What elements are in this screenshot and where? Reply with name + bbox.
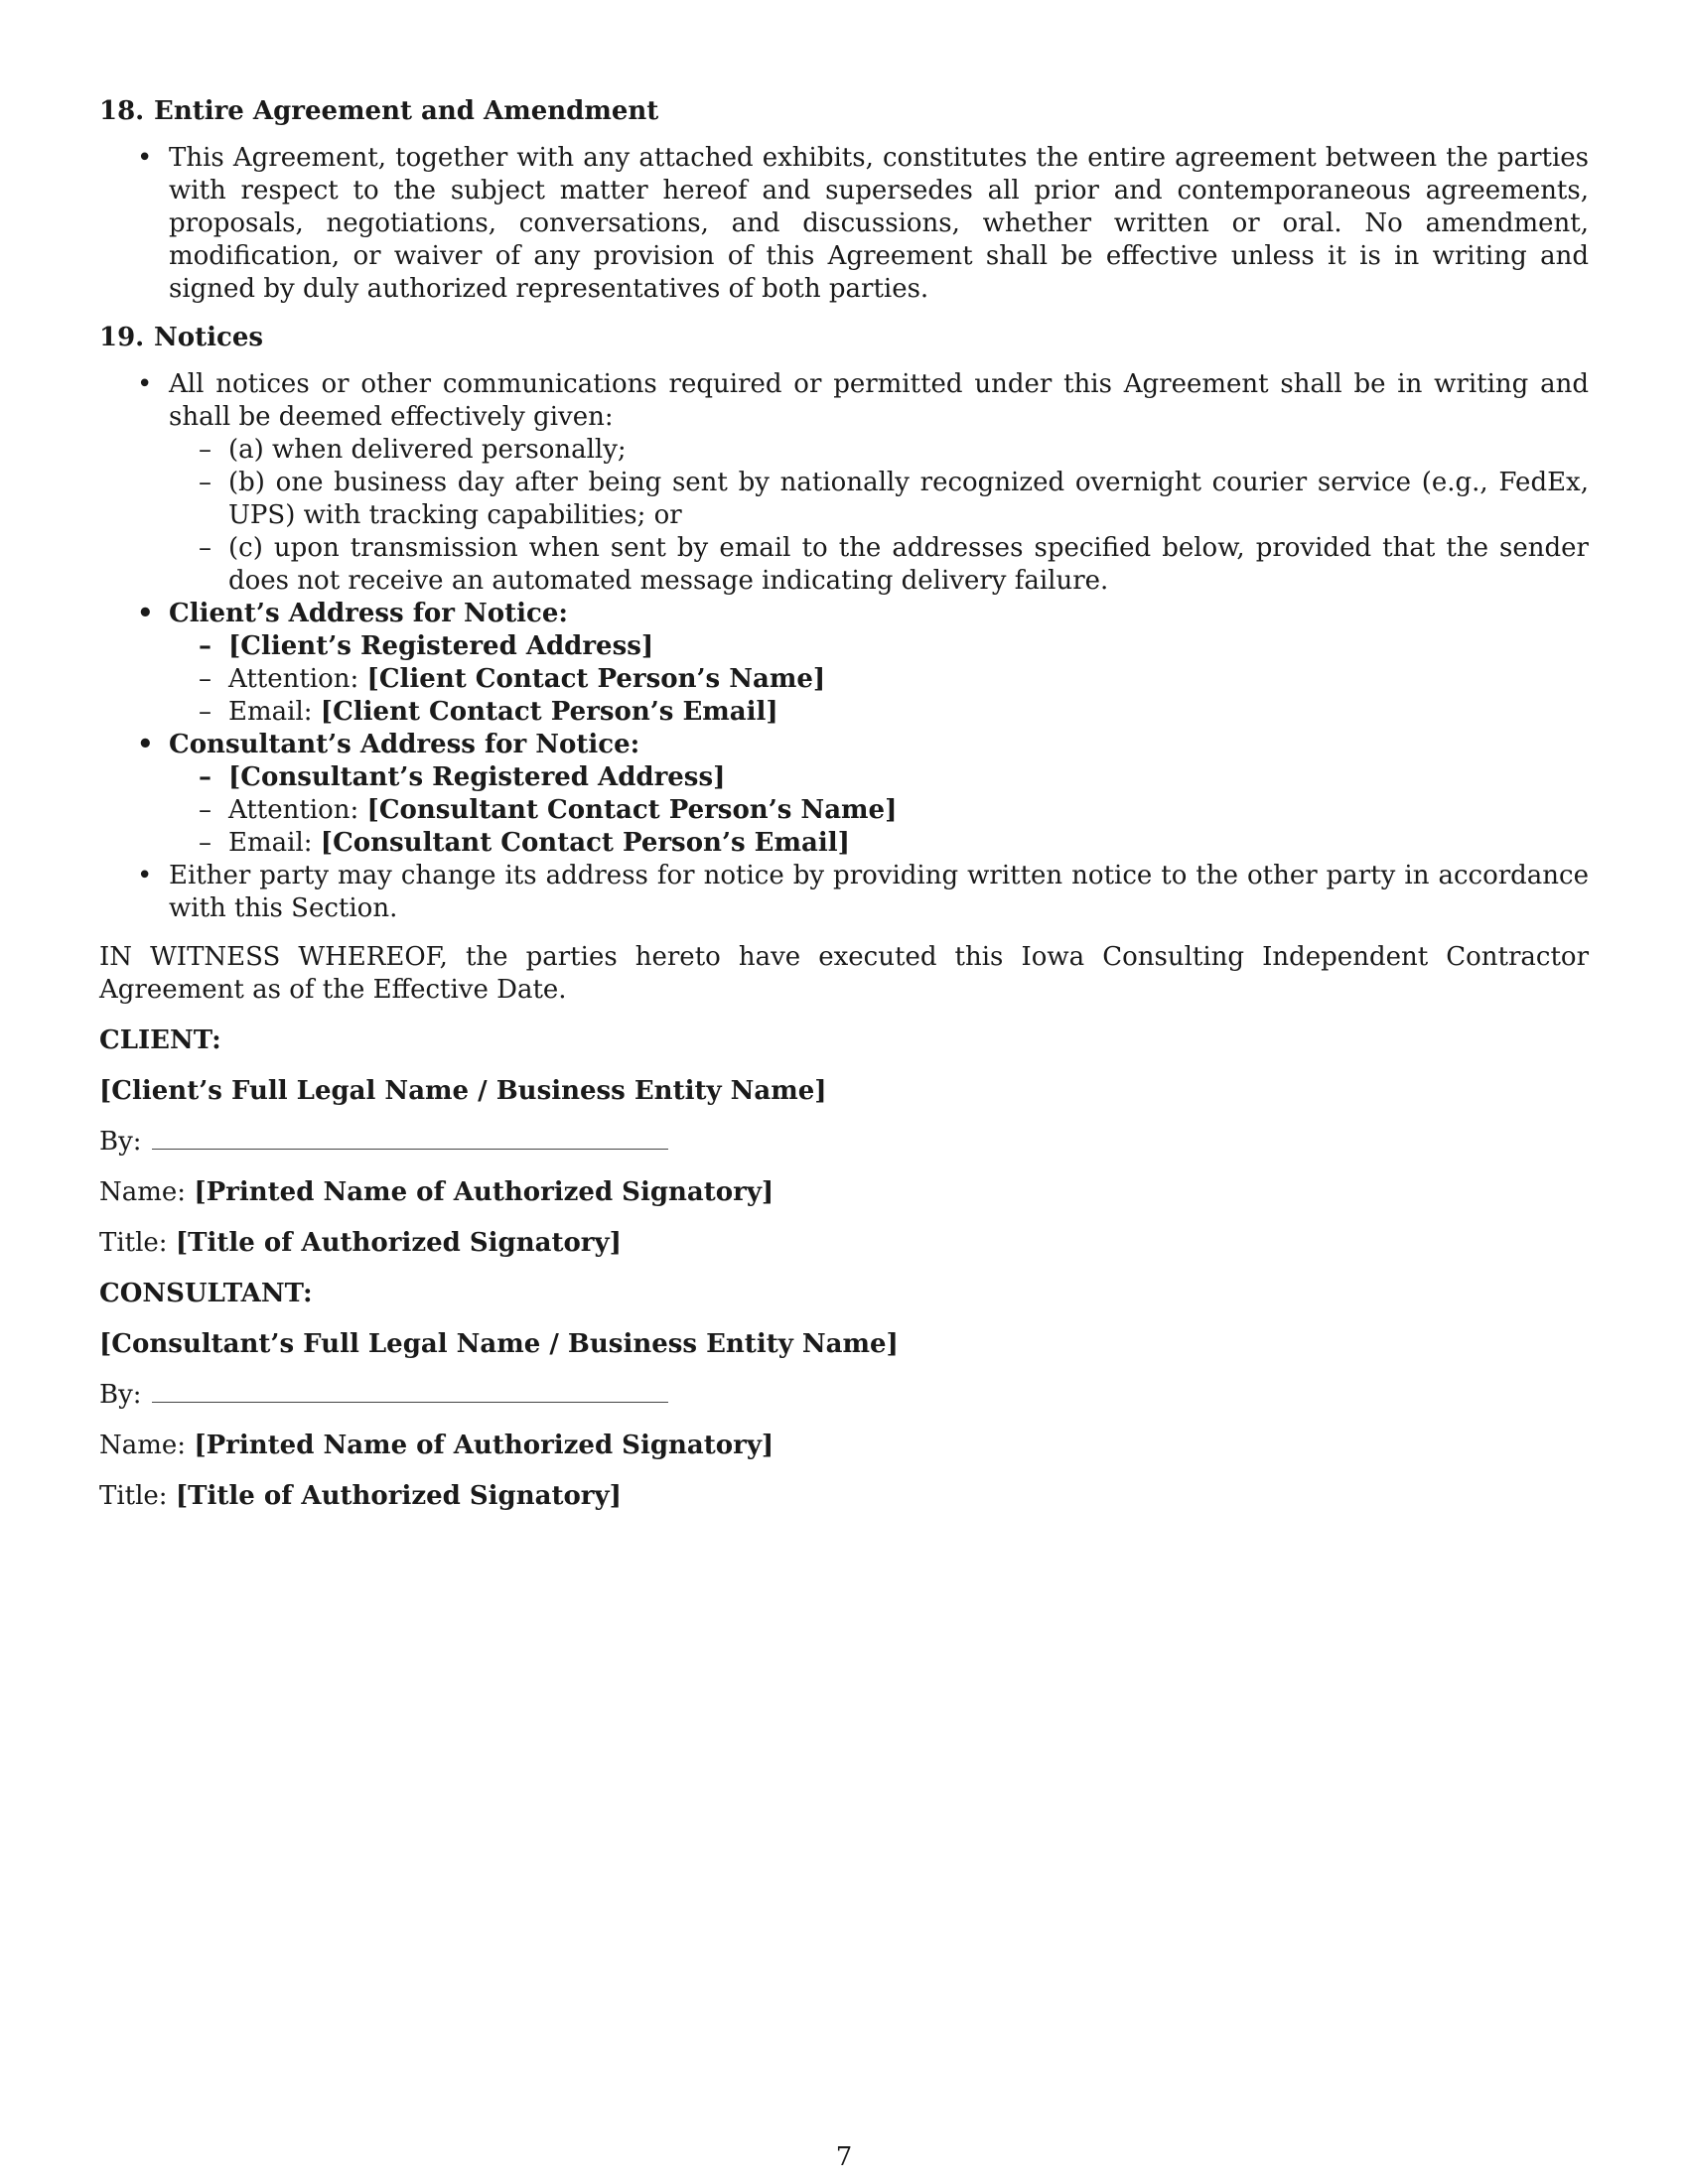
- consultant-signatory-title: [Title of Authorized Signatory]: [175, 1481, 622, 1511]
- consultant-entity-name: [Consultant’s Full Legal Name / Business Entity Name]: [99, 1329, 899, 1359]
- notice-method-c: – (c) upon transmission when sent by email to the addresses specified below, provided that the sender does not receive an automated message indicating delivery failure.: [99, 532, 1589, 598]
- notice-method-a: – (a) when delivered personally;: [99, 434, 1589, 467]
- by-label: By:: [99, 1380, 142, 1410]
- document-page: [99, 95, 1589, 1531]
- client-signatory-name: [Printed Name of Authorized Signatory]: [194, 1177, 774, 1207]
- consultant-name-row: [99, 1430, 1589, 1462]
- entire-agreement-text: • This Agreement, together with any attached exhibits, constitutes the entire agreement between the parties with respect to the subject matter hereof and supersedes all prior and contemporaneous agreements, proposals, negotiations, conversations, and discussions, whether written or oral. No amendment, modification, or waiver of any provision of this Agreement shall be effective unless it is in writing and signed by duly authorized representatives of both parties.: [99, 142, 1589, 306]
- page-number: 7: [835, 2142, 853, 2172]
- consultant-contact-name: [Consultant Contact Person’s Name]: [366, 795, 898, 825]
- email-label: Email:: [228, 697, 321, 727]
- attention-label: Attention:: [228, 795, 367, 825]
- client-email-line: [99, 696, 1589, 729]
- section-title: Notices: [154, 323, 264, 352]
- change-address-notice: • Either party may change its address for notice by providing written notice to the other party in accordance with this Section.: [99, 860, 1589, 925]
- consultant-heading: CONSULTANT:: [99, 1279, 313, 1308]
- client-entity-name: [Client’s Full Legal Name / Business Entity Name]: [99, 1076, 827, 1106]
- section-title: Entire Agreement and Amendment: [154, 96, 659, 126]
- consultant-signatory-name: [Printed Name of Authorized Signatory]: [194, 1431, 774, 1460]
- section-heading-18: [99, 95, 1589, 128]
- consultant-signature-line[interactable]: [152, 1380, 668, 1403]
- notice-method-b: – (b) one business day after being sent by nationally recognized overnight courier service (e.g., FedEx, UPS) with tracking capabilities; or: [99, 467, 1589, 532]
- name-label: Name:: [99, 1177, 195, 1207]
- title-label: Title:: [99, 1481, 176, 1511]
- consultant-attention-line: [99, 794, 1589, 827]
- client-signature-line[interactable]: [152, 1127, 668, 1150]
- section-body-18: [99, 142, 1589, 306]
- attention-label: Attention:: [228, 664, 367, 694]
- client-signatory-title: [Title of Authorized Signatory]: [175, 1228, 622, 1258]
- client-heading: CLIENT:: [99, 1025, 221, 1055]
- notices-intro: • All notices or other communications required or permitted under this Agreement shall be in writing and shall be deemed effectively given:: [99, 368, 1589, 434]
- title-label: Title:: [99, 1228, 176, 1258]
- section-body-19: [99, 368, 1589, 925]
- client-registered-address: – [Client’s Registered Address]: [99, 630, 1589, 663]
- client-title-row: [99, 1227, 1589, 1260]
- by-label: By:: [99, 1127, 142, 1157]
- client-address-heading: • Client’s Address for Notice:: [99, 598, 1589, 630]
- client-signature-row: [99, 1126, 1589, 1159]
- client-contact-email: [Client Contact Person’s Email]: [320, 697, 778, 727]
- client-name-row: [99, 1176, 1589, 1209]
- consultant-contact-email: [Consultant Contact Person’s Email]: [320, 828, 850, 858]
- name-label: Name:: [99, 1431, 195, 1460]
- consultant-signature-row: [99, 1379, 1589, 1412]
- consultant-registered-address: – [Consultant’s Registered Address]: [99, 761, 1589, 794]
- client-attention-line: [99, 663, 1589, 696]
- client-contact-name: [Client Contact Person’s Name]: [366, 664, 826, 694]
- section-heading-19: [99, 322, 1589, 354]
- section-number: 19.: [99, 323, 145, 352]
- consultant-email-line: [99, 827, 1589, 860]
- email-label: Email:: [228, 828, 321, 858]
- section-number: 18.: [99, 96, 145, 126]
- witness-clause: IN WITNESS WHEREOF, the parties hereto have executed this Iowa Consulting Independent Contractor Agreement as of the Effective Date.: [99, 942, 1589, 1005]
- consultant-address-heading: • Consultant’s Address for Notice:: [99, 729, 1589, 761]
- consultant-title-row: [99, 1480, 1589, 1513]
